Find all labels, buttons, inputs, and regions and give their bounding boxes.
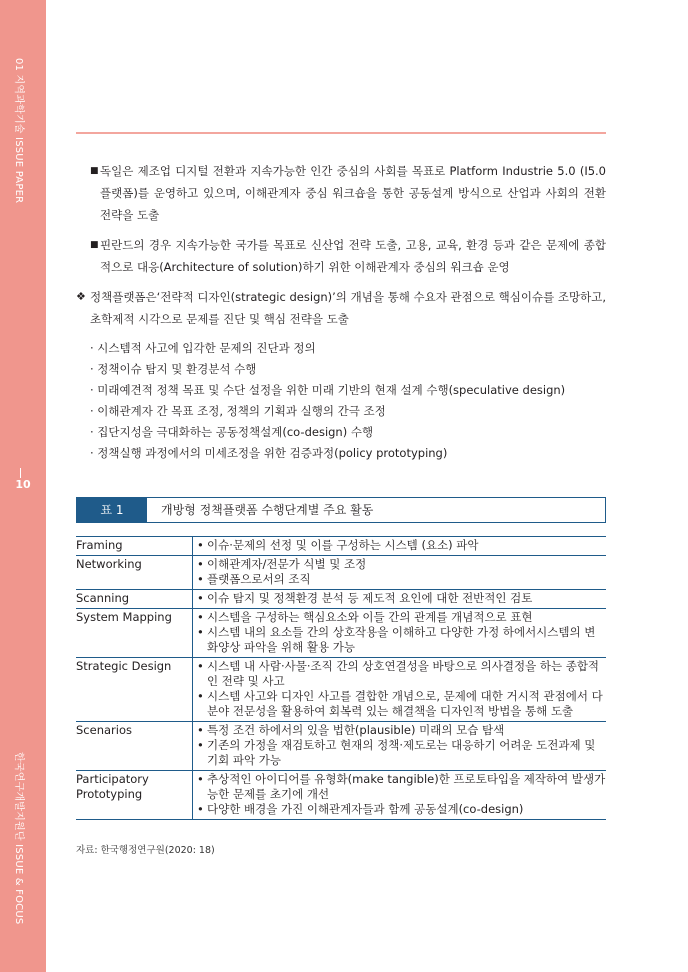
bullet-item: ■ 핀란드의 경우 지속가능한 국가를 목표로 신산업 전략 도출, 고용, 교육, 환경 등과 같은 문제에 종합적으로 대응(Architecture of solution)하기 위한 이해관계자 중심의 워크숍 운영 <box>76 234 606 278</box>
page-number-divider <box>20 468 21 478</box>
row-term: Strategic Design <box>76 658 193 722</box>
table-row <box>76 771 606 820</box>
table-row <box>76 722 606 771</box>
table-row <box>76 556 606 590</box>
row-term: Scanning <box>76 590 193 609</box>
sidebar <box>0 0 46 972</box>
sub-item: · 정책이슈 탐지 및 환경분석 수행 <box>90 362 257 376</box>
table-row <box>76 537 606 556</box>
table-title-box <box>76 497 606 523</box>
activities-table <box>76 536 606 820</box>
header-rule <box>76 132 606 134</box>
sub-list <box>76 338 606 464</box>
sub-item: · 이해관계자 간 목표 조정, 정책의 기획과 실행의 간극 조정 <box>90 404 386 418</box>
sub-item: · 미래예견적 정책 목표 및 수단 설정을 위한 미래 기반의 현재 설계 수행(speculative design) <box>90 383 566 397</box>
table-row <box>76 590 606 609</box>
table-row <box>76 658 606 722</box>
table-title: 개방형 정책플랫폼 수행단계별 주요 활동 <box>161 503 374 517</box>
row-description: • 시스템 내 사람·사물·조직 간의 상호연결성을 바탕으로 의사결정을 하는 종합적인 전략 및 사고 • 시스템 사고와 디자인 사고를 결합한 개념으로, 문제에 대한 거시적 관점에서 다분야 전문성을 활용하여 회복력 있는 해결책을 디자인적 방법을 통해 도출 <box>193 658 607 722</box>
sub-item: · 집단지성을 극대화하는 공동정책설계(co-design) 수행 <box>90 425 374 439</box>
diamond-bullet-item: ❖ 정책플랫폼은‘전략적 디자인(strategic design)’의 개념을 통해 수요자 관점으로 핵심이슈를 조망하고, 초학제적 시각으로 문제를 진단 및 핵심 전략을 도출 <box>76 286 606 330</box>
table-label: 표 1 <box>77 498 147 522</box>
square-bullet-icon: ■ <box>90 166 99 176</box>
sub-item: · 정책실행 과정에서의 미세조정을 위한 검증과정(policy prototyping) <box>90 446 448 460</box>
row-term: Framing <box>76 537 193 556</box>
bullet-item: ■ 독일은 제조업 디지털 전환과 지속가능한 인간 중심의 사회를 목표로 Platform Industrie 5.0 (I5.0 플랫폼)를 운영하고 있으며, 이해관계자 중심 워크숍을 통한 공동설계 방식으로 산업과 사회의 전환 전략을 도출 <box>76 160 606 226</box>
square-bullet-icon: ■ <box>90 240 99 250</box>
row-term: Networking <box>76 556 193 590</box>
diamond-bullet-icon: ❖ <box>76 290 86 303</box>
running-footer: 한국연구개발지원단 ISSUE & FOCUS <box>13 752 24 925</box>
row-term: Participatory Prototyping <box>76 771 193 820</box>
row-description: • 이슈·문제의 선정 및 이를 구성하는 시스템 (요소) 파악 <box>193 537 607 556</box>
row-term: System Mapping <box>76 609 193 658</box>
body-text <box>76 160 606 464</box>
table-row <box>76 609 606 658</box>
source-note: 자료: 한국행정연구원(2020: 18) <box>76 845 215 856</box>
running-header: 01 지역과학기술 ISSUE PAPER <box>13 58 24 204</box>
row-description: • 특정 조건 하에서의 있을 법한(plausible) 미래의 모습 탐색 • 기존의 가정을 재검토하고 현재의 정책·제도로는 대응하기 어려운 도전과제 및 기회 파악 가능 <box>193 722 607 771</box>
row-description: • 시스템을 구성하는 핵심요소와 이들 간의 관계를 개념적으로 표현 • 시스템 내의 요소들 간의 상호작용을 이해하고 다양한 가정 하에서시스템의 변화양상 파악을 위해 활용 가능 <box>193 609 607 658</box>
row-term: Scenarios <box>76 722 193 771</box>
row-description: • 이해관계자/전문가 식별 및 조정 • 플랫폼으로서의 조직 <box>193 556 607 590</box>
sub-item: · 시스템적 사고에 입각한 문제의 진단과 정의 <box>90 341 316 355</box>
page-number: 10 <box>15 478 31 491</box>
row-description: • 추상적인 아이디어를 유형화(make tangible)한 프로토타입을 제작하여 발생가능한 문제를 초기에 개선 • 다양한 배경을 가진 이해관계자들과 함께 공동설계(co-design) <box>193 771 607 820</box>
row-description: • 이슈 탐지 및 정책환경 분석 등 제도적 요인에 대한 전반적인 검토 <box>193 590 607 609</box>
